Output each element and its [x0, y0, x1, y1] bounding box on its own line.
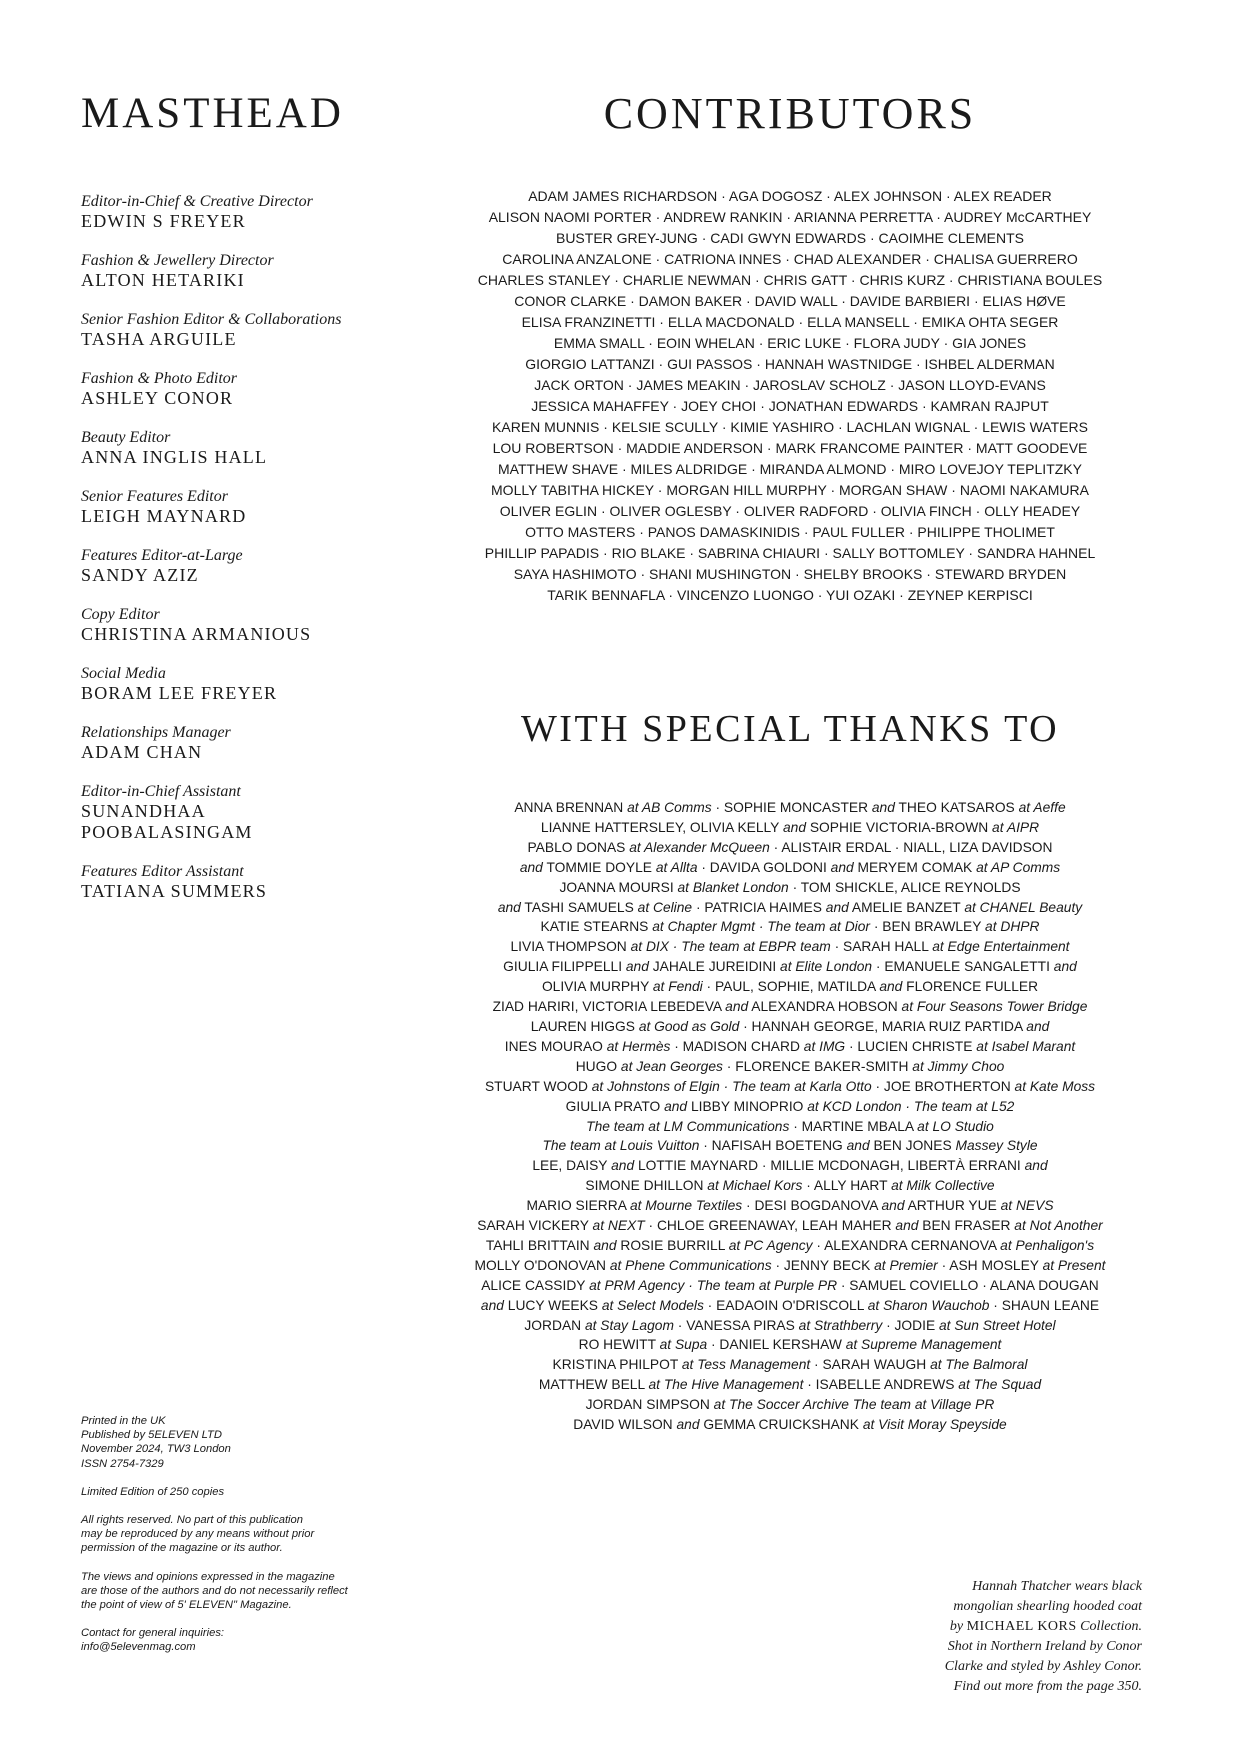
thanks-italic-text: at Fendi	[652, 979, 703, 995]
thanks-italic-text: at AB Comms	[627, 800, 712, 815]
thanks-line	[440, 798, 1140, 818]
special-thanks-title: WITH SPECIAL THANKS TO	[520, 708, 1060, 750]
special-thanks-list	[440, 798, 1140, 1435]
thanks-name-text: KATIE STEARNS	[540, 919, 653, 935]
thanks-name-text: · TOM SHICKLE, ALICE REYNOLDS	[788, 879, 1021, 895]
staff-name: EDWIN S FREYER	[81, 211, 246, 231]
staff-role: Features Editor Assistant	[81, 863, 244, 880]
thanks-name-text: · MARTINE MBALA	[789, 1118, 918, 1134]
thanks-italic-text: and	[497, 899, 521, 915]
thanks-italic-text: at KCD London · The team at L52	[807, 1098, 1015, 1114]
thanks-name-text: JOANNA MOURSI	[559, 879, 678, 895]
thanks-italic-text: and	[676, 1417, 700, 1433]
thanks-italic-text: at Strathberry	[798, 1317, 883, 1333]
thanks-line	[440, 917, 1140, 937]
masthead-section	[81, 92, 381, 922]
contributor-line: OTTO MASTERS · PANOS DAMASKINIDIS · PAUL FULLER · PHILIPPE THOLIMET	[525, 524, 1055, 540]
thanks-italic-text: at Aeffe	[1018, 800, 1066, 815]
thanks-italic-text: at Four Seasons Tower Bridge	[901, 999, 1088, 1015]
staff-name: SUNANDHAA POOBALASINGAM	[81, 801, 253, 842]
imprint	[81, 1414, 381, 1669]
contributor-line: BUSTER GREY-JUNG · CADI GWYN EDWARDS · CAOIMHE CLEMENTS	[555, 230, 1024, 246]
thanks-name-text: BEN JONES	[869, 1138, 956, 1154]
thanks-name-text: OLIVIA MURPHY	[541, 979, 653, 995]
thanks-name-text: · ISABELLE ANDREWS	[803, 1377, 959, 1393]
staff-role: Fashion & Jewellery Director	[81, 252, 274, 269]
thanks-line	[440, 1236, 1140, 1256]
thanks-italic-text: and	[846, 1138, 870, 1154]
thanks-name-text: STUART WOOD	[484, 1078, 592, 1094]
thanks-name-text: · SAMUEL COVIELLO · ALANA DOUGAN	[837, 1277, 1099, 1293]
thanks-italic-text: and	[480, 1297, 504, 1313]
staff-name: TATIANA SUMMERS	[81, 881, 268, 901]
thanks-name-text: SIMONE DHILLON	[585, 1178, 708, 1194]
staff-name: ASHLEY CONOR	[81, 388, 234, 408]
thanks-italic-text: and	[664, 1098, 688, 1114]
thanks-italic-text: at DHPR	[985, 919, 1040, 935]
thanks-italic-text: Massey Style	[955, 1138, 1038, 1154]
thanks-italic-text: at Sun Street Hotel	[939, 1317, 1056, 1333]
thanks-italic-text: at Visit Moray Speyside	[862, 1417, 1007, 1433]
imprint-contact: Contact for general inquiries: info@5elevenmag.com	[81, 1627, 225, 1654]
thanks-line	[440, 957, 1140, 977]
thanks-italic-text: The team at Louis Vuitton	[542, 1138, 700, 1154]
staff-entry	[81, 193, 381, 232]
thanks-name-text: TASHI SAMUELS	[520, 899, 638, 915]
thanks-line	[440, 977, 1140, 997]
thanks-line	[440, 997, 1140, 1017]
thanks-name-text: ANNA BRENNAN	[514, 800, 628, 815]
contributor-line: TARIK BENNAFLA · VINCENZO LUONGO · YUI OZAKI · ZEYNEP KERPISCI	[547, 587, 1033, 603]
thanks-name-text: ALEXANDRA HOBSON	[748, 999, 902, 1015]
thanks-name-text: · DAVIDA GOLDONI	[697, 859, 831, 875]
thanks-line	[440, 1117, 1140, 1137]
thanks-name-text: · ALLY HART	[802, 1178, 892, 1194]
staff-role: Editor-in-Chief & Creative Director	[81, 193, 313, 210]
contributor-line: JESSICA MAHAFFEY · JOEY CHOI · JONATHAN EDWARDS · KAMRAN RAJPUT	[531, 398, 1049, 414]
thanks-italic-text: and	[871, 800, 895, 815]
staff-entry	[81, 606, 381, 645]
thanks-italic-text: at Supreme Management	[845, 1337, 1002, 1353]
thanks-name-text: HUGO	[575, 1058, 621, 1074]
thanks-name-text: PABLO DONAS	[527, 839, 630, 855]
contributor-line: ALISON NAOMI PORTER · ANDREW RANKIN · ARIANNA PERRETTA · AUDREY McCARTHEY	[488, 209, 1092, 225]
thanks-italic-text: at Allta	[655, 859, 698, 875]
thanks-italic-text: and	[782, 819, 807, 835]
thanks-line	[440, 1057, 1140, 1077]
thanks-italic-text: at Select Models	[601, 1297, 704, 1313]
thanks-name-text: · FLORENCE BAKER-SMITH	[722, 1058, 913, 1074]
contributor-line: EMMA SMALL · EOIN WHELAN · ERIC LUKE · FLORA JUDY · GIA JONES	[553, 335, 1027, 351]
thanks-italic-text: at DIX · The team at EBPR team	[630, 939, 831, 955]
thanks-italic-text: at Alexander McQueen	[629, 839, 770, 855]
contributor-line: ELISA FRANZINETTI · ELLA MACDONALD · ELLA MANSELL · EMIKA OHTA SEGER	[521, 314, 1059, 330]
thanks-italic-text: at Milk Collective	[891, 1178, 995, 1194]
thanks-italic-text: and	[879, 979, 903, 995]
thanks-name-text: LOTTIE MAYNARD · MILLIE MCDONAGH, LIBERTÀ ERRANI	[634, 1158, 1025, 1174]
thanks-line	[440, 1355, 1140, 1375]
staff-name: LEIGH MAYNARD	[81, 506, 247, 526]
caption-text: by	[949, 1619, 967, 1634]
thanks-name-text: · PATRICIA HAIMES	[692, 899, 826, 915]
contributor-line: GIORGIO LATTANZI · GUI PASSOS · HANNAH WASTNIDGE · ISHBEL ALDERMAN	[525, 356, 1055, 372]
staff-name: BORAM LEE FREYER	[81, 683, 278, 703]
thanks-line	[440, 1017, 1140, 1037]
thanks-italic-text: at NEXT	[592, 1218, 645, 1234]
thanks-line	[440, 1196, 1140, 1216]
thanks-line	[440, 1216, 1140, 1236]
thanks-name-text: LAUREN HIGGS	[530, 1018, 639, 1034]
thanks-italic-text: at Sharon Wauchob	[867, 1297, 990, 1313]
thanks-name-text: MATTHEW BELL	[538, 1377, 649, 1393]
thanks-italic-text: and	[830, 859, 854, 875]
thanks-name-text: · SOPHIE MONCASTER	[711, 800, 872, 815]
thanks-name-text: TOMMIE DOYLE	[542, 859, 656, 875]
thanks-name-text: MARIO SIERRA	[526, 1198, 630, 1214]
thanks-italic-text: at Chapter Mgmt · The team at Dior	[652, 919, 870, 935]
thanks-italic-text: at The Soccer Archive The team at Village PR	[713, 1397, 995, 1413]
staff-role: Social Media	[81, 665, 166, 682]
caption-text: Collection.	[1076, 1619, 1142, 1634]
thanks-italic-text: at IMG	[803, 1038, 846, 1054]
imprint-published: Printed in the UK Published by 5ELEVEN LTD November 2024, TW3 London ISSN 2754-7329	[81, 1415, 231, 1470]
thanks-italic-text: and	[825, 899, 849, 915]
staff-role: Features Editor-at-Large	[81, 547, 243, 564]
thanks-name-text: · HANNAH GEORGE, MARIA RUIZ PARTIDA	[739, 1018, 1027, 1034]
thanks-name-text: · VANESSA PIRAS	[673, 1317, 799, 1333]
staff-entry	[81, 311, 381, 350]
thanks-name-text: MERYEM COMAK	[853, 859, 977, 875]
staff-role: Relationships Manager	[81, 724, 231, 741]
contributor-line: CONOR CLARKE · DAMON BAKER · DAVID WALL · DAVIDE BARBIERI · ELIAS HØVE	[514, 293, 1066, 309]
thanks-name-text: LUCY WEEKS	[503, 1297, 602, 1313]
staff-name: ANNA INGLIS HALL	[81, 447, 268, 467]
thanks-line	[440, 1077, 1140, 1097]
thanks-line	[440, 1037, 1140, 1057]
thanks-name-text: DAVID WILSON	[573, 1417, 677, 1433]
staff-entry	[81, 488, 381, 527]
thanks-italic-text: at PRM Agency · The team at Purple PR	[589, 1277, 838, 1293]
thanks-italic-text: at Kate Moss	[1014, 1078, 1096, 1094]
thanks-italic-text: at The Balmoral	[930, 1357, 1028, 1373]
thanks-italic-text: at Michael Kors	[707, 1178, 803, 1194]
thanks-name-text: ALICE CASSIDY	[481, 1277, 590, 1293]
staff-role: Senior Features Editor	[81, 488, 228, 505]
staff-name: ADAM CHAN	[81, 742, 203, 762]
thanks-name-text: · ASH MOSLEY	[937, 1257, 1043, 1273]
thanks-italic-text: at Tess Management	[681, 1357, 811, 1373]
thanks-italic-text: at NEVS	[1000, 1198, 1054, 1214]
thanks-name-text: RO HEWITT	[578, 1337, 660, 1353]
thanks-name-text: KRISTINA PHILPOT	[552, 1357, 682, 1373]
thanks-name-text: · ALEXANDRA CERNANOVA	[812, 1237, 1001, 1253]
thanks-name-text: TAHLI BRITTAIN	[485, 1237, 594, 1253]
thanks-italic-text: at Jimmy Choo	[912, 1058, 1005, 1074]
staff-entry	[81, 665, 381, 704]
thanks-name-text: · PAUL, SOPHIE, MATILDA	[702, 979, 880, 995]
thanks-name-text: · SHAUN LEANE	[989, 1297, 1100, 1313]
caption-line: Shot in Northern Ireland by Conor	[947, 1639, 1142, 1654]
thanks-name-text: SARAH VICKERY	[477, 1218, 593, 1234]
caption-line: Hannah Thatcher wears black	[972, 1579, 1142, 1594]
contributors-section	[440, 89, 1140, 606]
thanks-name-text: INES MOURAO	[504, 1038, 607, 1054]
masthead-title: MASTHEAD	[81, 90, 344, 137]
thanks-italic-text: at AIPR	[992, 819, 1040, 835]
thanks-italic-text: at Not Another	[1014, 1218, 1103, 1234]
thanks-italic-text: at Johnstons of Elgin · The team at Karla Otto	[591, 1078, 872, 1094]
imprint-edition: Limited Edition of 250 copies	[81, 1485, 225, 1498]
thanks-line	[440, 1276, 1140, 1296]
thanks-name-text: ROSIE BURRILL	[616, 1237, 729, 1253]
thanks-italic-text: at Stay Lagom	[584, 1317, 674, 1333]
thanks-name-text: JORDAN	[524, 1317, 585, 1333]
thanks-italic-text: at Isabel Marant	[976, 1038, 1076, 1054]
thanks-line	[440, 1395, 1140, 1415]
thanks-name-text: · JODIE	[882, 1317, 939, 1333]
thanks-line	[440, 858, 1140, 878]
thanks-italic-text: at CHANEL Beauty	[964, 899, 1083, 915]
contributor-line: CAROLINA ANZALONE · CATRIONA INNES · CHAD ALEXANDER · CHALISA GUERRERO	[502, 251, 1078, 267]
thanks-name-text: FLORENCE FULLER	[902, 979, 1039, 995]
thanks-name-text: LIVIA THOMPSON	[510, 939, 631, 955]
thanks-italic-text: at Jean Georges	[620, 1058, 723, 1074]
staff-role: Fashion & Photo Editor	[81, 370, 237, 387]
thanks-name-text: · DESI BOGDANOVA	[742, 1198, 882, 1214]
thanks-name-text: BEN FRASER	[918, 1218, 1015, 1234]
thanks-italic-text: at Hermès	[606, 1038, 671, 1054]
staff-name: TASHA ARGUILE	[81, 329, 237, 349]
contributor-line: OLIVER EGLIN · OLIVER OGLESBY · OLIVER RADFORD · OLIVIA FINCH · OLLY HEADEY	[499, 503, 1081, 519]
thanks-name-text: · BEN BRAWLEY	[870, 919, 986, 935]
thanks-name-text: · NAFISAH BOETENG	[699, 1138, 847, 1154]
thanks-name-text: · SARAH WAUGH	[810, 1357, 931, 1373]
thanks-line	[440, 1097, 1140, 1117]
caption-line: Clarke and styled by Ashley Conor.	[944, 1659, 1142, 1674]
thanks-italic-text: and	[1026, 1018, 1050, 1034]
thanks-italic-text: at The Hive Management	[648, 1377, 804, 1393]
thanks-line	[440, 878, 1140, 898]
thanks-italic-text: and	[1024, 1158, 1048, 1174]
contributors-title: CONTRIBUTORS	[603, 89, 977, 138]
contributor-line: KAREN MUNNIS · KELSIE SCULLY · KIMIE YASHIRO · LACHLAN WIGNAL · LEWIS WATERS	[492, 419, 1088, 435]
contributor-line: ADAM JAMES RICHARDSON · AGA DOGOSZ · ALEX JOHNSON · ALEX READER	[528, 188, 1052, 204]
thanks-line	[440, 1296, 1140, 1316]
caption-brand: MICHAEL KORS	[966, 1619, 1077, 1634]
staff-role: Copy Editor	[81, 606, 160, 623]
thanks-name-text: · SARAH HALL	[830, 939, 933, 955]
imprint-rights: All rights reserved. No part of this publication may be reproduced by any means without prior permission of the magazine or its author.	[81, 1514, 315, 1555]
thanks-italic-text: at The Squad	[958, 1377, 1042, 1393]
thanks-italic-text: at Edge Entertainment	[932, 939, 1070, 955]
contributor-line: PHILLIP PAPADIS · RIO BLAKE · SABRINA CHIAURI · SALLY BOTTOMLEY · SANDRA HAHNEL	[484, 545, 1096, 561]
thanks-italic-text: The team at LM Communications	[586, 1118, 790, 1134]
thanks-italic-text: at Blanket London	[677, 879, 789, 895]
staff-role: Editor-in-Chief Assistant	[81, 783, 241, 800]
cover-caption	[882, 1577, 1142, 1697]
thanks-name-text: · ALISTAIR ERDAL · NIALL, LIZA DAVIDSON	[769, 839, 1053, 855]
contributor-line: CHARLES STANLEY · CHARLIE NEWMAN · CHRIS GATT · CHRIS KURZ · CHRISTIANA BOULES	[477, 272, 1103, 288]
thanks-name-text: ARTHUR YUE	[904, 1198, 1001, 1214]
staff-name: SANDY AZIZ	[81, 565, 199, 585]
thanks-line	[440, 1136, 1140, 1156]
thanks-italic-text: at Premier	[874, 1257, 938, 1273]
thanks-italic-text: and	[519, 859, 543, 875]
imprint-views: The views and opinions expressed in the magazine are those of the authors and do not necessarily reflect the point of view of 5' ELEVEN" Magazine.	[81, 1570, 348, 1612]
thanks-italic-text: at Elite London	[780, 959, 873, 975]
thanks-italic-text: at Phene Communications	[609, 1257, 772, 1273]
staff-name: ALTON HETARIKI	[81, 270, 245, 290]
thanks-italic-text: at Celine	[637, 899, 693, 915]
contributor-line: MOLLY TABITHA HICKEY · MORGAN HILL MURPHY · MORGAN SHAW · NAOMI NAKAMURA	[491, 482, 1089, 498]
thanks-italic-text: and	[611, 1158, 635, 1174]
thanks-italic-text: at Good as Gold	[638, 1018, 740, 1034]
thanks-italic-text: and	[1053, 959, 1077, 975]
thanks-name-text: ZIAD HARIRI, VICTORIA LEBEDEVA	[492, 999, 726, 1015]
thanks-line	[440, 1256, 1140, 1276]
thanks-name-text: LIBBY MINOPRIO	[687, 1098, 808, 1114]
staff-entry	[81, 783, 381, 843]
thanks-name-text: JORDAN SIMPSON	[585, 1397, 714, 1413]
thanks-name-text: THEO KATSAROS	[894, 800, 1019, 815]
caption-line	[882, 1617, 1142, 1637]
thanks-italic-text: and	[725, 999, 749, 1015]
thanks-name-text: SOPHIE VICTORIA-BROWN	[806, 819, 993, 835]
thanks-name-text: · LUCIEN CHRISTE	[845, 1038, 977, 1054]
thanks-name-text: GIULIA PRATO	[565, 1098, 665, 1114]
thanks-italic-text: at PC Agency	[728, 1237, 813, 1253]
thanks-italic-text: and	[593, 1237, 617, 1253]
thanks-line	[440, 898, 1140, 918]
thanks-line	[440, 1316, 1140, 1336]
thanks-line	[440, 1176, 1140, 1196]
thanks-italic-text: at Mourne Textiles	[629, 1198, 743, 1214]
thanks-name-text: GIULIA FILIPPELLI	[503, 959, 626, 975]
staff-role: Beauty Editor	[81, 429, 171, 446]
thanks-name-text: · MADISON CHARD	[670, 1038, 804, 1054]
staff-name: CHRISTINA ARMANIOUS	[81, 624, 312, 644]
thanks-name-text: AMELIE BANZET	[848, 899, 965, 915]
staff-list	[81, 193, 381, 902]
staff-entry	[81, 429, 381, 468]
thanks-name-text: GEMMA CRUICKSHANK	[699, 1417, 863, 1433]
thanks-name-text: · CHLOE GREENAWAY, LEAH MAHER	[644, 1218, 896, 1234]
thanks-name-text: · JENNY BECK	[771, 1257, 875, 1273]
thanks-name-text: JAHALE JUREIDINI	[648, 959, 781, 975]
staff-entry	[81, 863, 381, 902]
staff-entry	[81, 370, 381, 409]
thanks-line	[440, 1335, 1140, 1355]
thanks-italic-text: at Present	[1042, 1257, 1106, 1273]
thanks-line	[440, 1156, 1140, 1176]
thanks-name-text: MOLLY O'DONOVAN	[474, 1257, 610, 1273]
thanks-italic-text: at AP Comms	[976, 859, 1061, 875]
thanks-line	[440, 1375, 1140, 1395]
thanks-line	[440, 818, 1140, 838]
thanks-name-text: · JOE BROTHERTON	[871, 1078, 1015, 1094]
contributor-line: LOU ROBERTSON · MADDIE ANDERSON · MARK FRANCOME PAINTER · MATT GOODEVE	[492, 440, 1088, 456]
contributor-line: MATTHEW SHAVE · MILES ALDRIDGE · MIRANDA ALMOND · MIRO LOVEJOY TEPLITZKY	[498, 461, 1082, 477]
staff-entry	[81, 252, 381, 291]
contributor-line: SAYA HASHIMOTO · SHANI MUSHINGTON · SHELBY BROOKS · STEWARD BRYDEN	[513, 566, 1067, 582]
caption-line: mongolian shearling hooded coat	[953, 1599, 1142, 1614]
contributor-line: JACK ORTON · JAMES MEAKIN · JAROSLAV SCHOLZ · JASON LLOYD-EVANS	[534, 377, 1046, 393]
thanks-line	[440, 838, 1140, 858]
staff-entry	[81, 724, 381, 763]
thanks-name-text: · EADAOIN O'DRISCOLL	[703, 1297, 868, 1313]
thanks-italic-text: at LO Studio	[917, 1118, 994, 1134]
thanks-line	[440, 937, 1140, 957]
thanks-line	[440, 1415, 1140, 1435]
thanks-name-text: LEE, DAISY	[532, 1158, 612, 1174]
thanks-italic-text: and	[881, 1198, 905, 1214]
special-thanks-section	[440, 710, 1140, 1435]
thanks-italic-text: at Supa	[659, 1337, 708, 1353]
thanks-italic-text: at Penhaligon's	[1000, 1237, 1095, 1253]
caption-line: Find out more from the page 350.	[953, 1679, 1142, 1694]
staff-role: Senior Fashion Editor & Collaborations	[81, 311, 342, 328]
thanks-name-text: LIANNE HATTERSLEY, OLIVIA KELLY	[540, 819, 783, 835]
thanks-italic-text: and	[625, 959, 649, 975]
thanks-name-text: · EMANUELE SANGALETTI	[872, 959, 1054, 975]
contributors-list	[440, 186, 1140, 606]
thanks-italic-text: and	[895, 1218, 919, 1234]
thanks-name-text: · DANIEL KERSHAW	[707, 1337, 846, 1353]
staff-entry	[81, 547, 381, 586]
